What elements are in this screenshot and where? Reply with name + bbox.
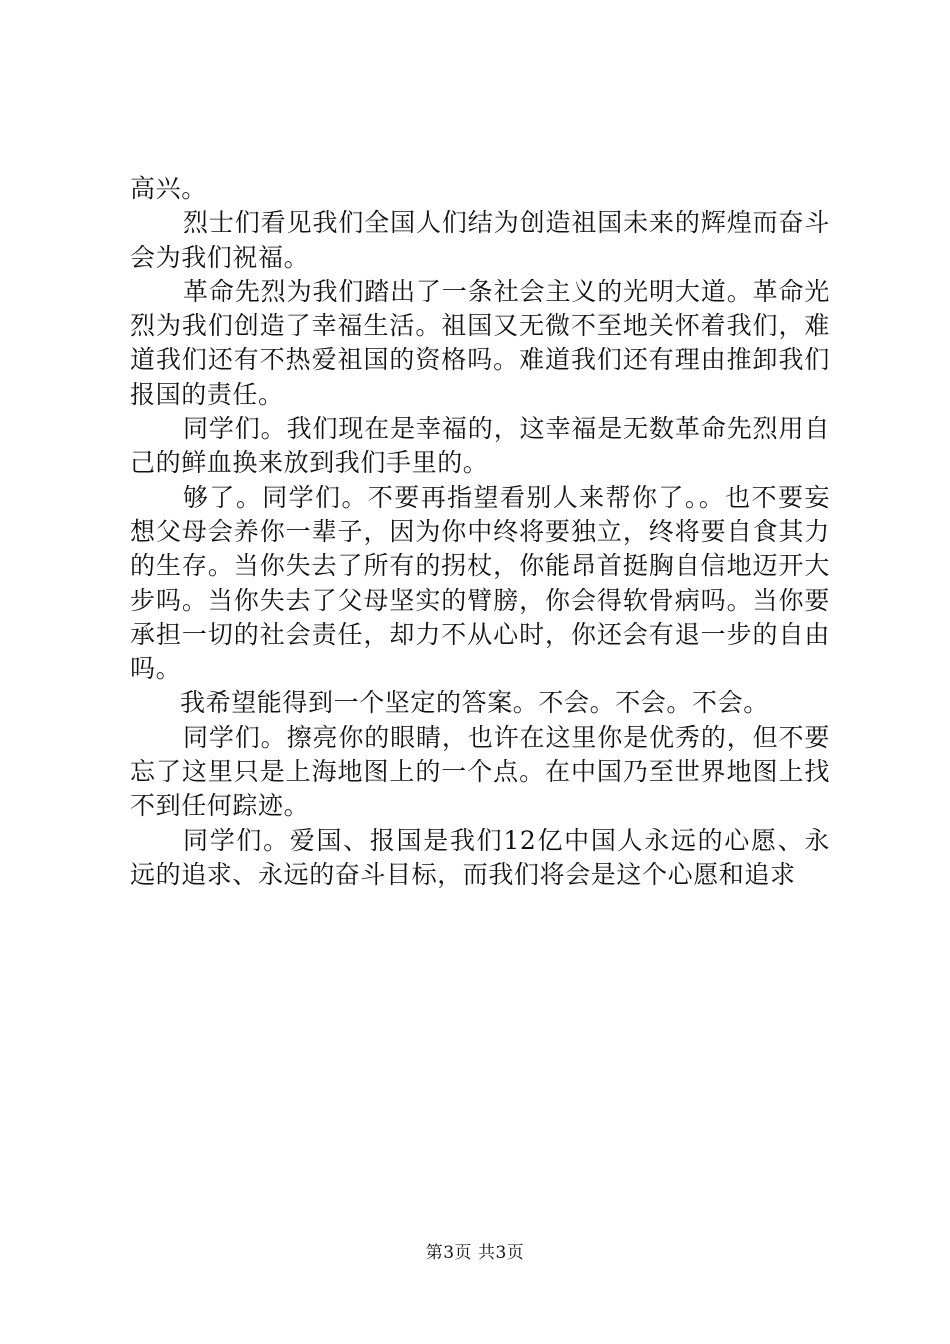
paragraph-4: 同学们。我们现在是幸福的，这幸福是无数革命先烈用自己的鲜血换来放到我们手里的。: [130, 414, 830, 478]
paragraph-1: 高兴。: [130, 174, 207, 203]
page-footer: 第3页 共3页: [425, 1243, 525, 1263]
paragraph-8: 同学们。爱国、报国是我们12亿中国人永远的心愿、永远的追求、永远的奋斗目标，而我们将会是这个心愿和追求: [130, 825, 830, 889]
paragraph-2: 烈士们看见我们全国人们结为创造祖国未来的辉煌而奋斗会为我们祝福。: [130, 208, 830, 272]
paragraph-3: 革命先烈为我们踏出了一条社会主义的光明大道。革命光烈为我们创造了幸福生活。祖国又无微不至地关怀着我们，难道我们还有不热爱祖国的资格吗。难道我们还有理由推卸我们报国的责任。: [130, 276, 830, 409]
paragraph-7: 同学们。擦亮你的眼睛，也许在这里你是优秀的，但不要忘了这里只是上海地图上的一个点。在中国乃至世界地图上找不到任何踪迹。: [130, 722, 830, 821]
document-body: [130, 172, 830, 892]
paragraph-6: 我希望能得到一个坚定的答案。不会。不会。不会。: [180, 688, 769, 718]
paragraph-5: 够了。同学们。不要再指望看别人来帮你了。。也不要妄想父母会养你一辈子，因为你中终将要独立，终将要自食其力的生存。当你失去了所有的拐杖，你能昂首挺胸自信地迈开大步吗。当你失去了父母坚实的臂膀，你会得软骨病吗。当你要承担一切的社会责任，却力不从心时，你还会有退一步的自由吗。: [130, 482, 830, 684]
